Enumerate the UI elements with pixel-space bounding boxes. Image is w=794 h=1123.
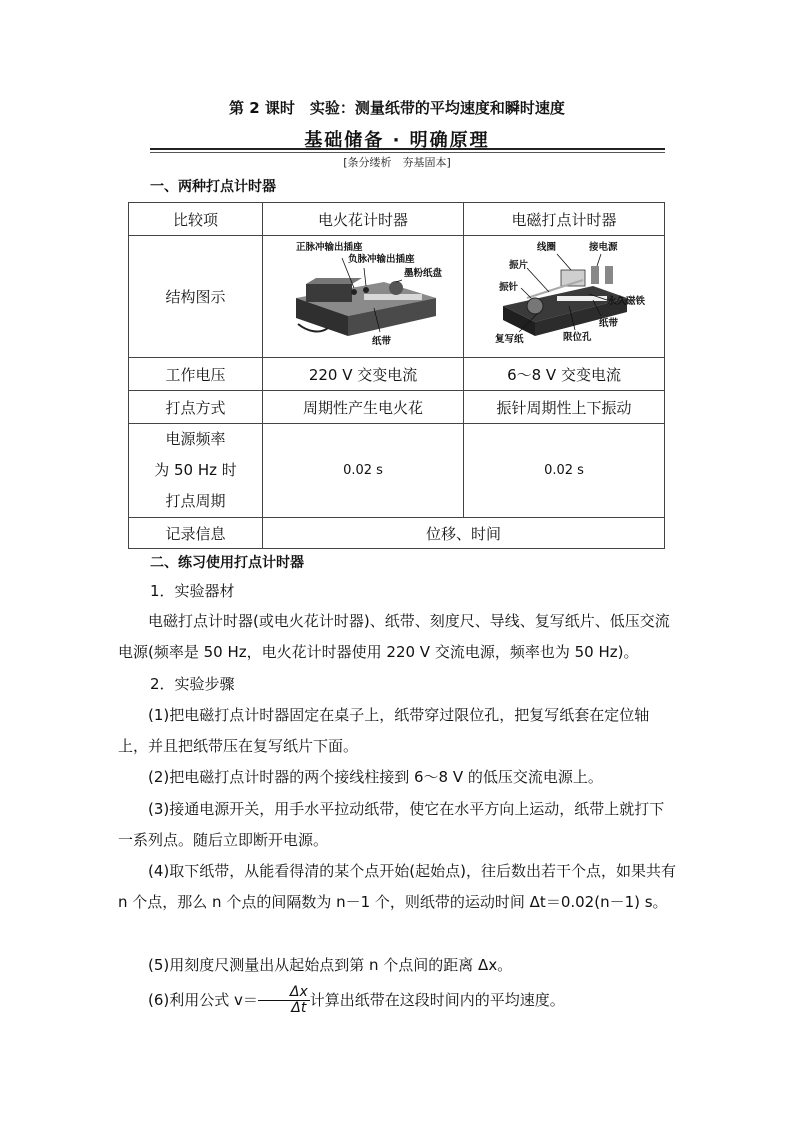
row-label: 打点方式 [129,391,263,424]
table-row [129,236,665,358]
equipment-heading: 1．实验器材 [150,582,235,600]
table-header-row [129,203,665,236]
spark-label: 纸带 [372,336,392,347]
comparison-table [128,202,665,549]
banner-rule-thin [150,152,665,153]
spark-label: 正脉冲输出插座 [296,242,363,253]
em-label: 线圈 [537,242,557,253]
em-timer-figure [465,236,663,353]
section-banner: 基础储备 · 明确原理 [304,130,490,151]
em-cell: 振针周期性上下振动 [464,391,665,424]
spark-label: 负脉冲输出插座 [348,254,415,265]
step6-suffix: 计算出纸带在这段时间内的平均速度。 [309,991,565,1009]
lesson-title: 第 2 课时 实验：测量纸带的平均速度和瞬时速度 [229,99,565,117]
spark-cell: 0.02 s [263,424,464,518]
header-cell: 比较项 [129,203,263,236]
em-label: 纸带 [599,318,619,329]
table-row [129,518,665,549]
equipment-paragraph: 电磁打点计时器(或电火花计时器)、纸带、刻度尺、导线、复写纸片、低压交流电源(频率是 50 Hz，电火花计时器使用 220 V 交流电源，频率也为 50 Hz)。 [118,612,670,661]
spark-cell: 周期性产生电火花 [263,391,464,424]
em-cell: 0.02 s [464,424,665,518]
table-row [129,358,665,391]
banner-rule [150,148,665,150]
banner-subtitle: [条分缕析 夯基固本] [343,156,451,169]
row-label: 结构图示 [129,236,263,358]
spark-timer-figure-cell [263,236,464,358]
section1-heading: 一、两种打点计时器 [150,179,276,195]
em-cell: 6～8 V 交变电流 [464,358,665,391]
steps-heading: 2．实验步骤 [150,675,235,693]
period-label-line: 为 50 Hz 时 [154,461,237,479]
period-label-line: 打点周期 [165,492,226,510]
spark-label: 墨粉纸盘 [404,268,443,279]
header-cell: 电火花计时器 [263,203,464,236]
section2-heading: 二、练习使用打点计时器 [150,555,304,571]
step-paragraph: (3)接通电源开关，用手水平拉动纸带，使它在水平方向上运动，纸带上就打下一系列点。随后立即断开电源。 [118,800,665,849]
step6-paragraph [118,985,678,1016]
row-label: 记录信息 [129,518,263,549]
spark-timer-figure [264,236,462,353]
step-paragraph: (2)把电磁打点计时器的两个接线柱接到 6～8 V 的低压交流电源上。 [148,768,603,786]
step-paragraph: (4)取下纸带，从能看得清的某个点开始(起始点)，往后数出若干个点，如果共有 n 个点，那么 n 个点的间隔数为 n－1 个，则纸带的运动时间 Δt＝0.02(n－1) s。 [118,862,676,911]
em-timer-figure-cell [464,236,665,358]
em-label: 限位孔 [563,332,592,343]
merged-cell: 位移、时间 [263,518,665,549]
formula-numerator: Δx [258,985,310,1001]
table-row [129,424,665,518]
em-label: 接电源 [589,242,618,253]
step6-prefix: (6)利用公式 v＝ [148,991,258,1009]
em-label: 复写纸 [495,334,524,345]
formula-denominator: Δt [291,1000,307,1016]
velocity-formula [258,985,310,1016]
step-paragraph: (1)把电磁打点计时器固定在桌子上，纸带穿过限位孔，把复写纸套在定位轴上，并且把纸带压在复写纸片下面。 [118,706,650,755]
table-row [129,391,665,424]
em-label: 振片 [509,260,529,271]
step-paragraph: (5)用刻度尺测量出从起始点到第 n 个点间的距离 Δx。 [148,956,513,974]
spark-cell: 220 V 交变电流 [263,358,464,391]
em-label: 永久磁铁 [607,296,646,307]
header-cell: 电磁打点计时器 [464,203,665,236]
period-label-line: 电源频率 [165,430,226,448]
em-label: 振针 [499,282,519,293]
row-label [129,424,263,518]
row-label: 工作电压 [129,358,263,391]
